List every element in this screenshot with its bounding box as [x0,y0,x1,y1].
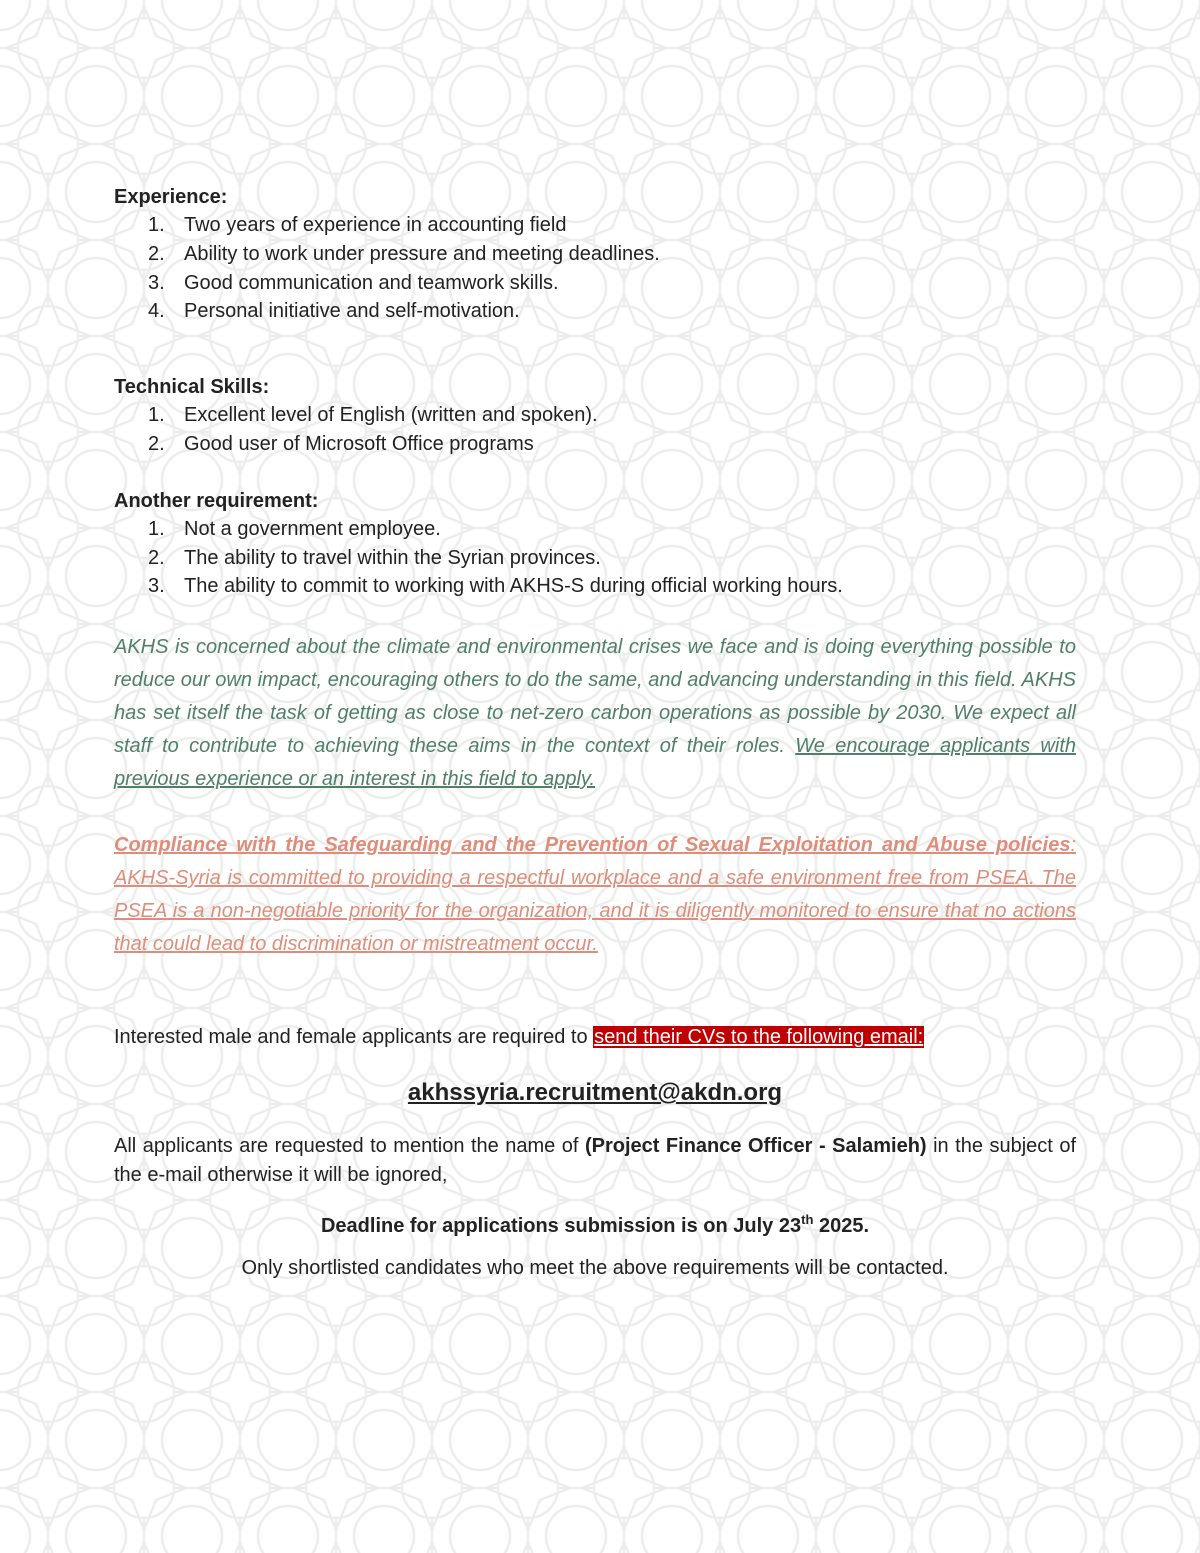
spacer [114,961,1076,1023]
position-name: (Project Finance Officer - Salamieh) [584,1135,927,1158]
spacer [114,796,1076,829]
experience-list [114,211,1076,326]
recruitment-email-link[interactable]: akhssyria.recruitment@akdn.org [407,1079,783,1107]
list-item: 2. Ability to work under pressure and meeting deadlines. [148,242,660,265]
list-item: 1. Two years of experience in accounting field [148,214,567,236]
highlighted-instruction: send their CVs to the following email: [594,1026,924,1049]
another-requirement-list [114,515,1076,601]
experience-heading: Experience: [114,186,228,208]
subject-note: All applicants are requested to mention the name of (Project Finance Officer - Salamieh) in the subject of the e-mail otherwise it will be ignored, [114,1135,1077,1186]
spacer [114,459,1076,487]
list-item: 2. The ability to travel within the Syrian provinces. [148,546,601,569]
technical-skills-list [114,401,1076,459]
list-item: 4. Personal initiative and self-motivation. [148,300,520,323]
list-item: 3. The ability to commit to working with AKHS-S during official working hours. [148,575,843,598]
spacer [114,1190,1076,1212]
apply-instruction: Interested male and female applicants are required to send their CVs to the following email: [114,1026,924,1049]
compliance-title: Compliance with the Safeguarding and the Prevention of Sexual Exploitation and Abuse policies [114,834,1071,857]
technical-skills-heading: Technical Skills: [114,376,270,399]
list-item: 1. Not a government employee. [148,517,441,540]
spacer [114,1051,1076,1078]
spacer [114,326,1076,373]
spacer [114,1240,1076,1254]
list-item: 3. Good communication and teamwork skills. [148,271,559,294]
another-requirement-heading: Another requirement: [114,489,319,512]
climate-statement: AKHS is concerned about the climate and environmental crises we face and is doing everything possible to reduce our own impact, encouraging others to do the same, and advancing understanding in this field. AKHS has set itself the task of getting as close to net-zero carbon operations as possible by 2030. We expect all staff to contribute to achieving these aims in the context of their roles. We encourage applicants with previous experience or an interest in this field to apply. [114,636,1076,791]
deadline-notice: Deadline for applications submission is on July 23th 2025. [320,1211,869,1237]
shortlist-notice: Only shortlisted candidates who meet the above requirements will be contacted. [241,1256,949,1279]
document-content [114,183,1076,1282]
list-item: 2. Good user of Microsoft Office programs [148,432,534,455]
compliance-statement: Compliance with the Safeguarding and the Prevention of Sexual Exploitation and Abuse policies: AKHS-Syria is committed to providing a respectful workplace and a safe environment free from PSEA. The PSEA is a non-negotiable priority for the organization, and it is diligently monitored to ensure that no actions that could lead to discrimination or mistreatment occur. [114,834,1076,956]
list-item: 1. Excellent level of English (written and spoken). [148,404,598,427]
spacer [114,601,1076,631]
climate-call-to-apply: We encourage applicants with previous experience or an interest in this field to apply. [114,735,1076,791]
spacer [114,1108,1076,1132]
